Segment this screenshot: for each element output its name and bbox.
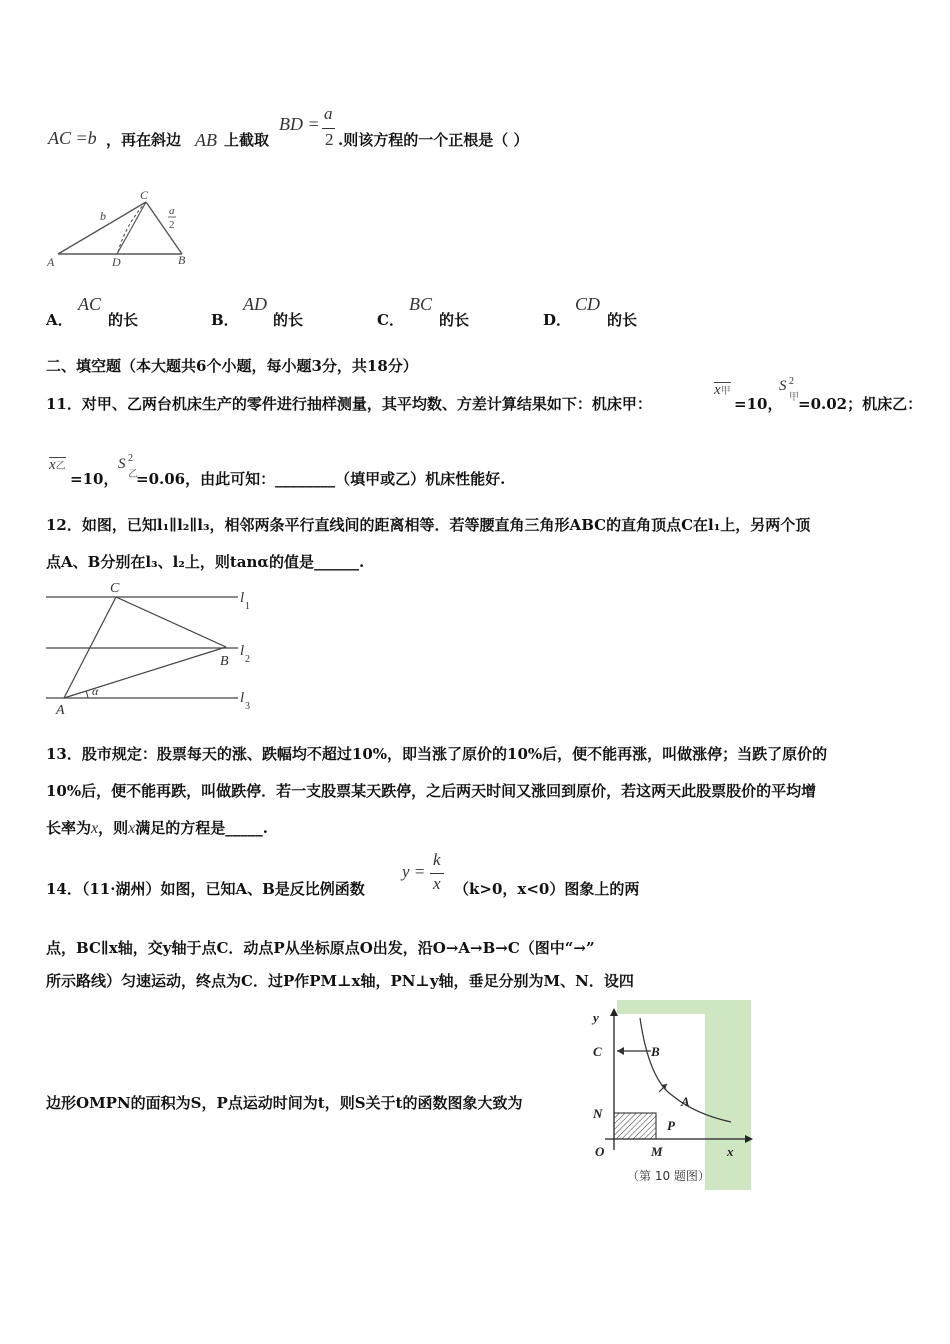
- q13-line1: 13．股市规定：股票每天的涨、跌幅均不超过10%，即当涨了原价的10%后，便不能再涨，叫做涨停；当跌了原价的: [46, 745, 828, 763]
- y-axis-arrow: [610, 1008, 618, 1016]
- label-b: B: [178, 253, 186, 267]
- top-text-2: 上截取: [224, 131, 270, 149]
- label-l1-sub: 1: [245, 601, 250, 612]
- label-side-a: a: [169, 205, 175, 217]
- q11-eq10-a: =10，: [734, 395, 783, 413]
- q14-line1: [46, 848, 706, 898]
- option-c-suffix: 的长: [439, 311, 470, 329]
- label-d: D: [112, 255, 121, 269]
- q14-line3: 所示路线）匀速运动，终点为C．过P作PM⊥x轴，PN⊥y轴，垂足分别为M、N．设四: [46, 972, 634, 990]
- q11-s-jia-sub: 甲: [789, 392, 799, 403]
- q14-line2: 点，BC∥x轴，交y轴于点C．动点P从坐标原点O出发，沿O→A→B→C（图中“→”: [46, 939, 595, 957]
- label-b: B: [651, 1044, 660, 1059]
- option-c-segment: BC: [409, 294, 433, 314]
- option-c: [377, 294, 527, 330]
- label-side-b: b: [100, 209, 106, 223]
- option-b-suffix: 的长: [273, 311, 304, 329]
- label-side-two: 2: [169, 219, 175, 231]
- q11-line1: [46, 376, 926, 420]
- label-y: y: [593, 1010, 599, 1025]
- hyperbola-figure: [585, 1000, 755, 1192]
- label-l1: l: [240, 590, 245, 606]
- section-heading: 二、填空题（本大题共6个小题，每小题3分，共18分）: [46, 357, 418, 375]
- label-a: A: [681, 1094, 690, 1109]
- option-d: [543, 294, 693, 330]
- shaded-rect-ompn: [614, 1113, 656, 1139]
- q11-s-yi-sup: 2: [128, 453, 133, 464]
- q13-line3: [46, 817, 268, 838]
- q11-s-yi-sub: 乙: [128, 469, 138, 480]
- q12-line2: 点A、B分别在l₃、l₂上，则tanα的值是______.: [46, 553, 365, 571]
- q11-xbar-jia: [714, 382, 731, 399]
- q11-xbar-yi-sub: 乙: [55, 461, 66, 472]
- label-l2: l: [240, 643, 245, 659]
- parallel-lines-figure: [40, 575, 270, 720]
- option-c-letter: C．: [377, 311, 404, 329]
- label-c: C: [140, 188, 149, 202]
- q14-y-eq: y =: [402, 862, 426, 881]
- option-d-segment: CD: [575, 294, 601, 314]
- q14-text2: （k>0，x<0）图象上的两: [454, 880, 640, 898]
- q11-s-jia-sup: 2: [789, 376, 794, 387]
- option-a: [46, 294, 196, 330]
- frac-bar: [322, 128, 335, 129]
- math-bd-eq: BD =: [279, 114, 320, 134]
- frac-den-2: 2: [325, 130, 334, 149]
- q11-xbar-yi: [49, 457, 66, 474]
- angle-arc: [86, 691, 88, 698]
- label-n: N: [593, 1106, 603, 1121]
- label-m: M: [651, 1144, 663, 1159]
- label-c: C: [110, 581, 120, 596]
- q13-line3a: 长率为: [46, 819, 92, 837]
- q13-line3c: 满足的方程是_____.: [135, 819, 268, 837]
- q11-eq10-b: =10，: [70, 470, 119, 488]
- frac-num-a: a: [324, 104, 333, 123]
- top-text-3: .则该方程的一个正根是（ ）: [338, 131, 529, 149]
- q13-line3b: ，则: [98, 819, 129, 837]
- label-c: C: [593, 1044, 602, 1059]
- segment-ab: [64, 647, 226, 698]
- segment-cb: [116, 597, 226, 647]
- option-a-letter: A．: [46, 311, 73, 329]
- q11-s-jia-s: S: [779, 378, 787, 394]
- q11-eq006: =0.06，由此可知：________（填甲或乙）机床性能好.: [136, 470, 506, 488]
- q13-line2: 10%后，便不能再跌，叫做跌停．若一支股票某天跌停，之后两天时间又涨回到原价，若这两天此股票股价的平均增: [46, 782, 817, 800]
- option-d-letter: D．: [543, 311, 572, 329]
- option-b: [211, 294, 361, 330]
- label-l3: l: [240, 690, 245, 706]
- q14-frac-k: k: [433, 850, 441, 869]
- q11-eq002: =0.02；机床乙：: [798, 395, 923, 413]
- q13-x-var-2: x: [128, 820, 136, 837]
- top-text-1: ，再在斜边: [106, 131, 182, 149]
- q11-xbar-jia-x: x: [714, 382, 721, 398]
- option-b-letter: B．: [211, 311, 239, 329]
- option-b-segment: AD: [243, 294, 267, 314]
- triangle-figure: [42, 188, 192, 270]
- q11-s-yi: [118, 453, 138, 480]
- q14-frac-x: x: [433, 874, 441, 893]
- label-b: B: [220, 654, 229, 669]
- label-o: O: [595, 1144, 605, 1159]
- option-a-suffix: 的长: [108, 311, 139, 329]
- q14-text1: 14．（11·湖州）如图，已知A、B是反比例函数: [46, 880, 365, 898]
- q11-text1: 11．对甲、乙两台机床生产的零件进行抽样测量，其平均数、方差计算结果如下：机床甲：: [46, 395, 652, 413]
- label-p: P: [667, 1118, 675, 1133]
- option-a-segment: AC: [78, 294, 102, 314]
- q11-line2: [46, 452, 926, 488]
- math-ab: AB: [195, 130, 217, 150]
- math-ac-eq-b: AC =b: [48, 128, 97, 148]
- label-alpha: α: [92, 684, 99, 698]
- q11-s-yi-s: S: [118, 456, 126, 472]
- q11-s-jia: [779, 376, 799, 403]
- label-l2-sub: 2: [245, 654, 250, 665]
- label-l3-sub: 3: [245, 701, 250, 712]
- label-a: A: [47, 255, 55, 269]
- segment-cb: [146, 202, 182, 254]
- label-x: x: [727, 1144, 734, 1159]
- option-d-suffix: 的长: [607, 311, 638, 329]
- q11-xbar-jia-sub: 甲: [720, 386, 731, 397]
- label-a: A: [56, 703, 65, 718]
- q11-xbar-yi-x: x: [49, 457, 56, 473]
- q12-line1: 12．如图，已知l₁∥l₂∥l₃，相邻两条平行直线间的距离相等．若等腰直角三角形ABC的直角顶点C在l₁上，另两个顶: [46, 516, 811, 534]
- figure-caption: （第 10 题图）: [627, 1169, 710, 1183]
- q14-line4: 边形OMPN的面积为S，P点运动时间为t，则S关于t的函数图象大致为: [46, 1094, 523, 1112]
- q13-x-var: x: [91, 820, 99, 837]
